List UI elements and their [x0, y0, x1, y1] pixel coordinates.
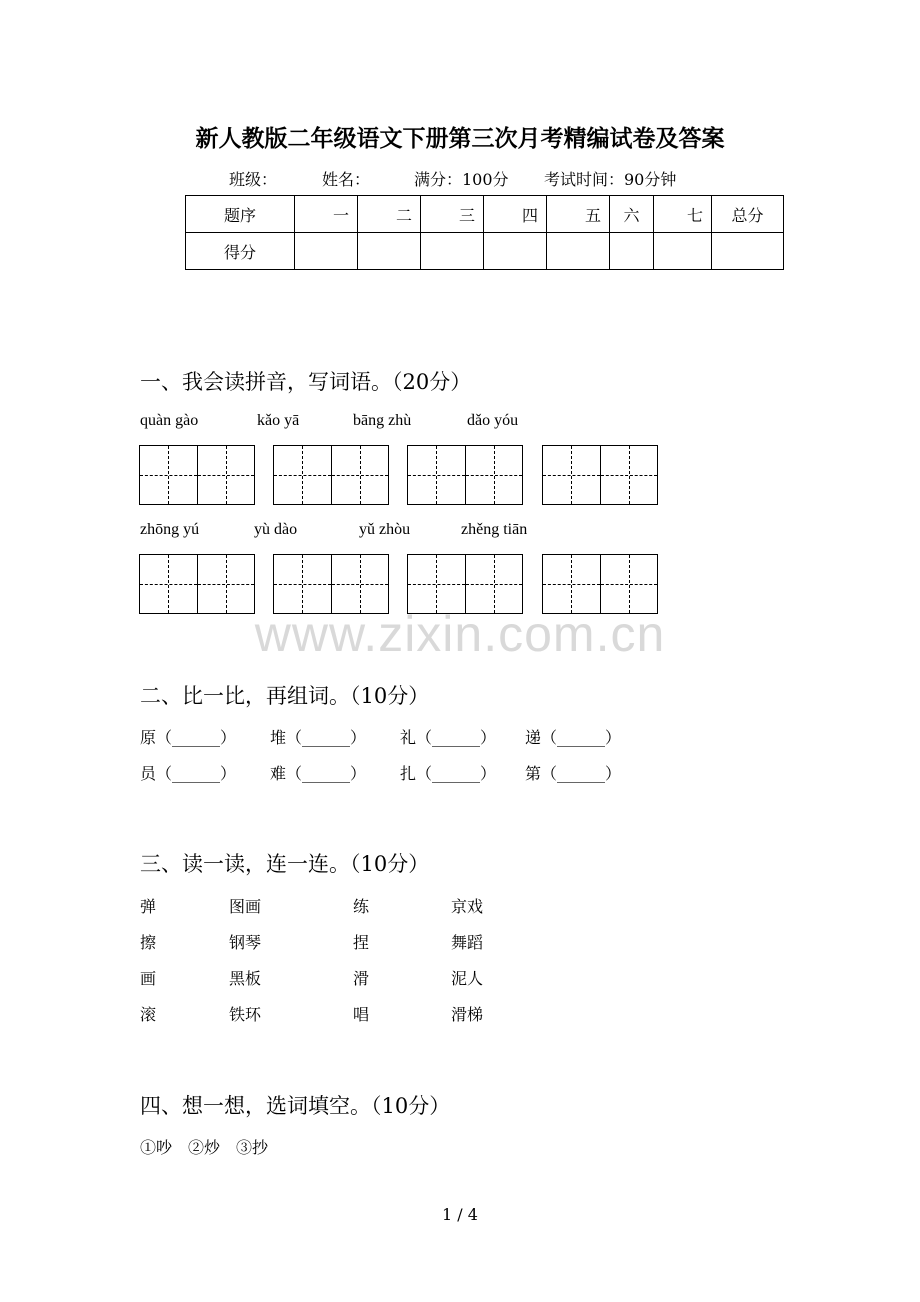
name-label: 姓名： — [322, 170, 371, 189]
table-cell: 一 — [295, 196, 358, 233]
word-blank[interactable]: 第（______） — [525, 764, 622, 783]
pinyin-label: zhěng tiān — [461, 521, 528, 538]
section-2-heading: 二、比一比，再组词。（10分） — [140, 684, 430, 708]
match-word: 弹 — [140, 897, 157, 916]
match-word: 钢琴 — [229, 933, 262, 952]
full-score-label: 满分：100分 — [414, 170, 509, 189]
match-word: 京戏 — [451, 897, 484, 916]
pinyin-label: kǎo yā — [257, 412, 300, 429]
match-word: 滑梯 — [451, 1005, 484, 1024]
score-table-header-row — [186, 196, 784, 233]
pinyin-label: bāng zhù — [353, 412, 412, 429]
match-word: 黑板 — [229, 969, 262, 988]
section-1-heading: 一、我会读拼音，写词语。（20分） — [140, 370, 472, 394]
word-blank[interactable]: 递（______） — [525, 728, 622, 747]
pinyin-label: yù dào — [254, 521, 298, 538]
class-label: 班级： — [229, 170, 278, 189]
score-input-cell[interactable] — [547, 233, 610, 270]
match-word: 泥人 — [451, 969, 484, 988]
match-word: 图画 — [229, 897, 262, 916]
match-word: 铁环 — [229, 1005, 262, 1024]
score-input-cell[interactable] — [654, 233, 712, 270]
section-3-heading: 三、读一读，连一连。（10分） — [140, 852, 430, 876]
table-cell: 六 — [610, 196, 654, 233]
word-blank[interactable]: 难（______） — [270, 764, 367, 783]
word-blank[interactable]: 员（______） — [140, 764, 237, 783]
match-word: 练 — [353, 897, 370, 916]
writing-grid[interactable] — [407, 445, 523, 505]
score-input-cell[interactable] — [358, 233, 421, 270]
writing-grid[interactable] — [542, 445, 658, 505]
match-word: 捏 — [353, 933, 370, 952]
watermark: www.zixin.com.cn — [254, 606, 666, 662]
match-word: 舞蹈 — [451, 933, 484, 952]
table-cell: 四 — [484, 196, 547, 233]
score-table — [185, 195, 784, 270]
match-word: 滚 — [140, 1005, 157, 1024]
word-blank[interactable]: 原（______） — [140, 728, 237, 747]
table-cell: 三 — [421, 196, 484, 233]
score-input-cell[interactable] — [421, 233, 484, 270]
table-cell: 总分 — [712, 196, 784, 233]
pinyin-label: quàn gào — [140, 412, 199, 429]
page-number: 1 / 4 — [442, 1205, 478, 1224]
pinyin-label: yǔ zhòu — [359, 521, 411, 538]
table-cell: 得分 — [186, 233, 295, 270]
score-input-cell[interactable] — [712, 233, 784, 270]
exam-time-label: 考试时间：90分钟 — [544, 170, 677, 189]
writing-grid[interactable] — [273, 445, 389, 505]
word-options: ①吵 ②炒 ③抄 — [140, 1138, 269, 1157]
match-word: 滑 — [353, 969, 370, 988]
table-cell: 题序 — [186, 196, 295, 233]
table-cell: 二 — [358, 196, 421, 233]
word-blank[interactable]: 扎（______） — [400, 764, 497, 783]
match-word: 擦 — [140, 933, 157, 952]
pinyin-label: zhōng yú — [140, 521, 200, 538]
score-input-cell[interactable] — [484, 233, 547, 270]
word-blank[interactable]: 堆（______） — [270, 728, 367, 747]
word-blank[interactable]: 礼（______） — [400, 728, 497, 747]
match-word: 画 — [140, 969, 157, 988]
score-input-cell[interactable] — [610, 233, 654, 270]
section-4-heading: 四、想一想，选词填空。（10分） — [140, 1094, 451, 1118]
table-cell: 五 — [547, 196, 610, 233]
match-word: 唱 — [353, 1005, 370, 1024]
table-cell: 七 — [654, 196, 712, 233]
writing-grid[interactable] — [139, 445, 255, 505]
pinyin-label: dǎo yóu — [467, 412, 519, 429]
score-input-cell[interactable] — [295, 233, 358, 270]
page-title: 新人教版二年级语文下册第三次月考精编试卷及答案 — [195, 125, 725, 152]
score-table-score-row — [186, 233, 784, 270]
